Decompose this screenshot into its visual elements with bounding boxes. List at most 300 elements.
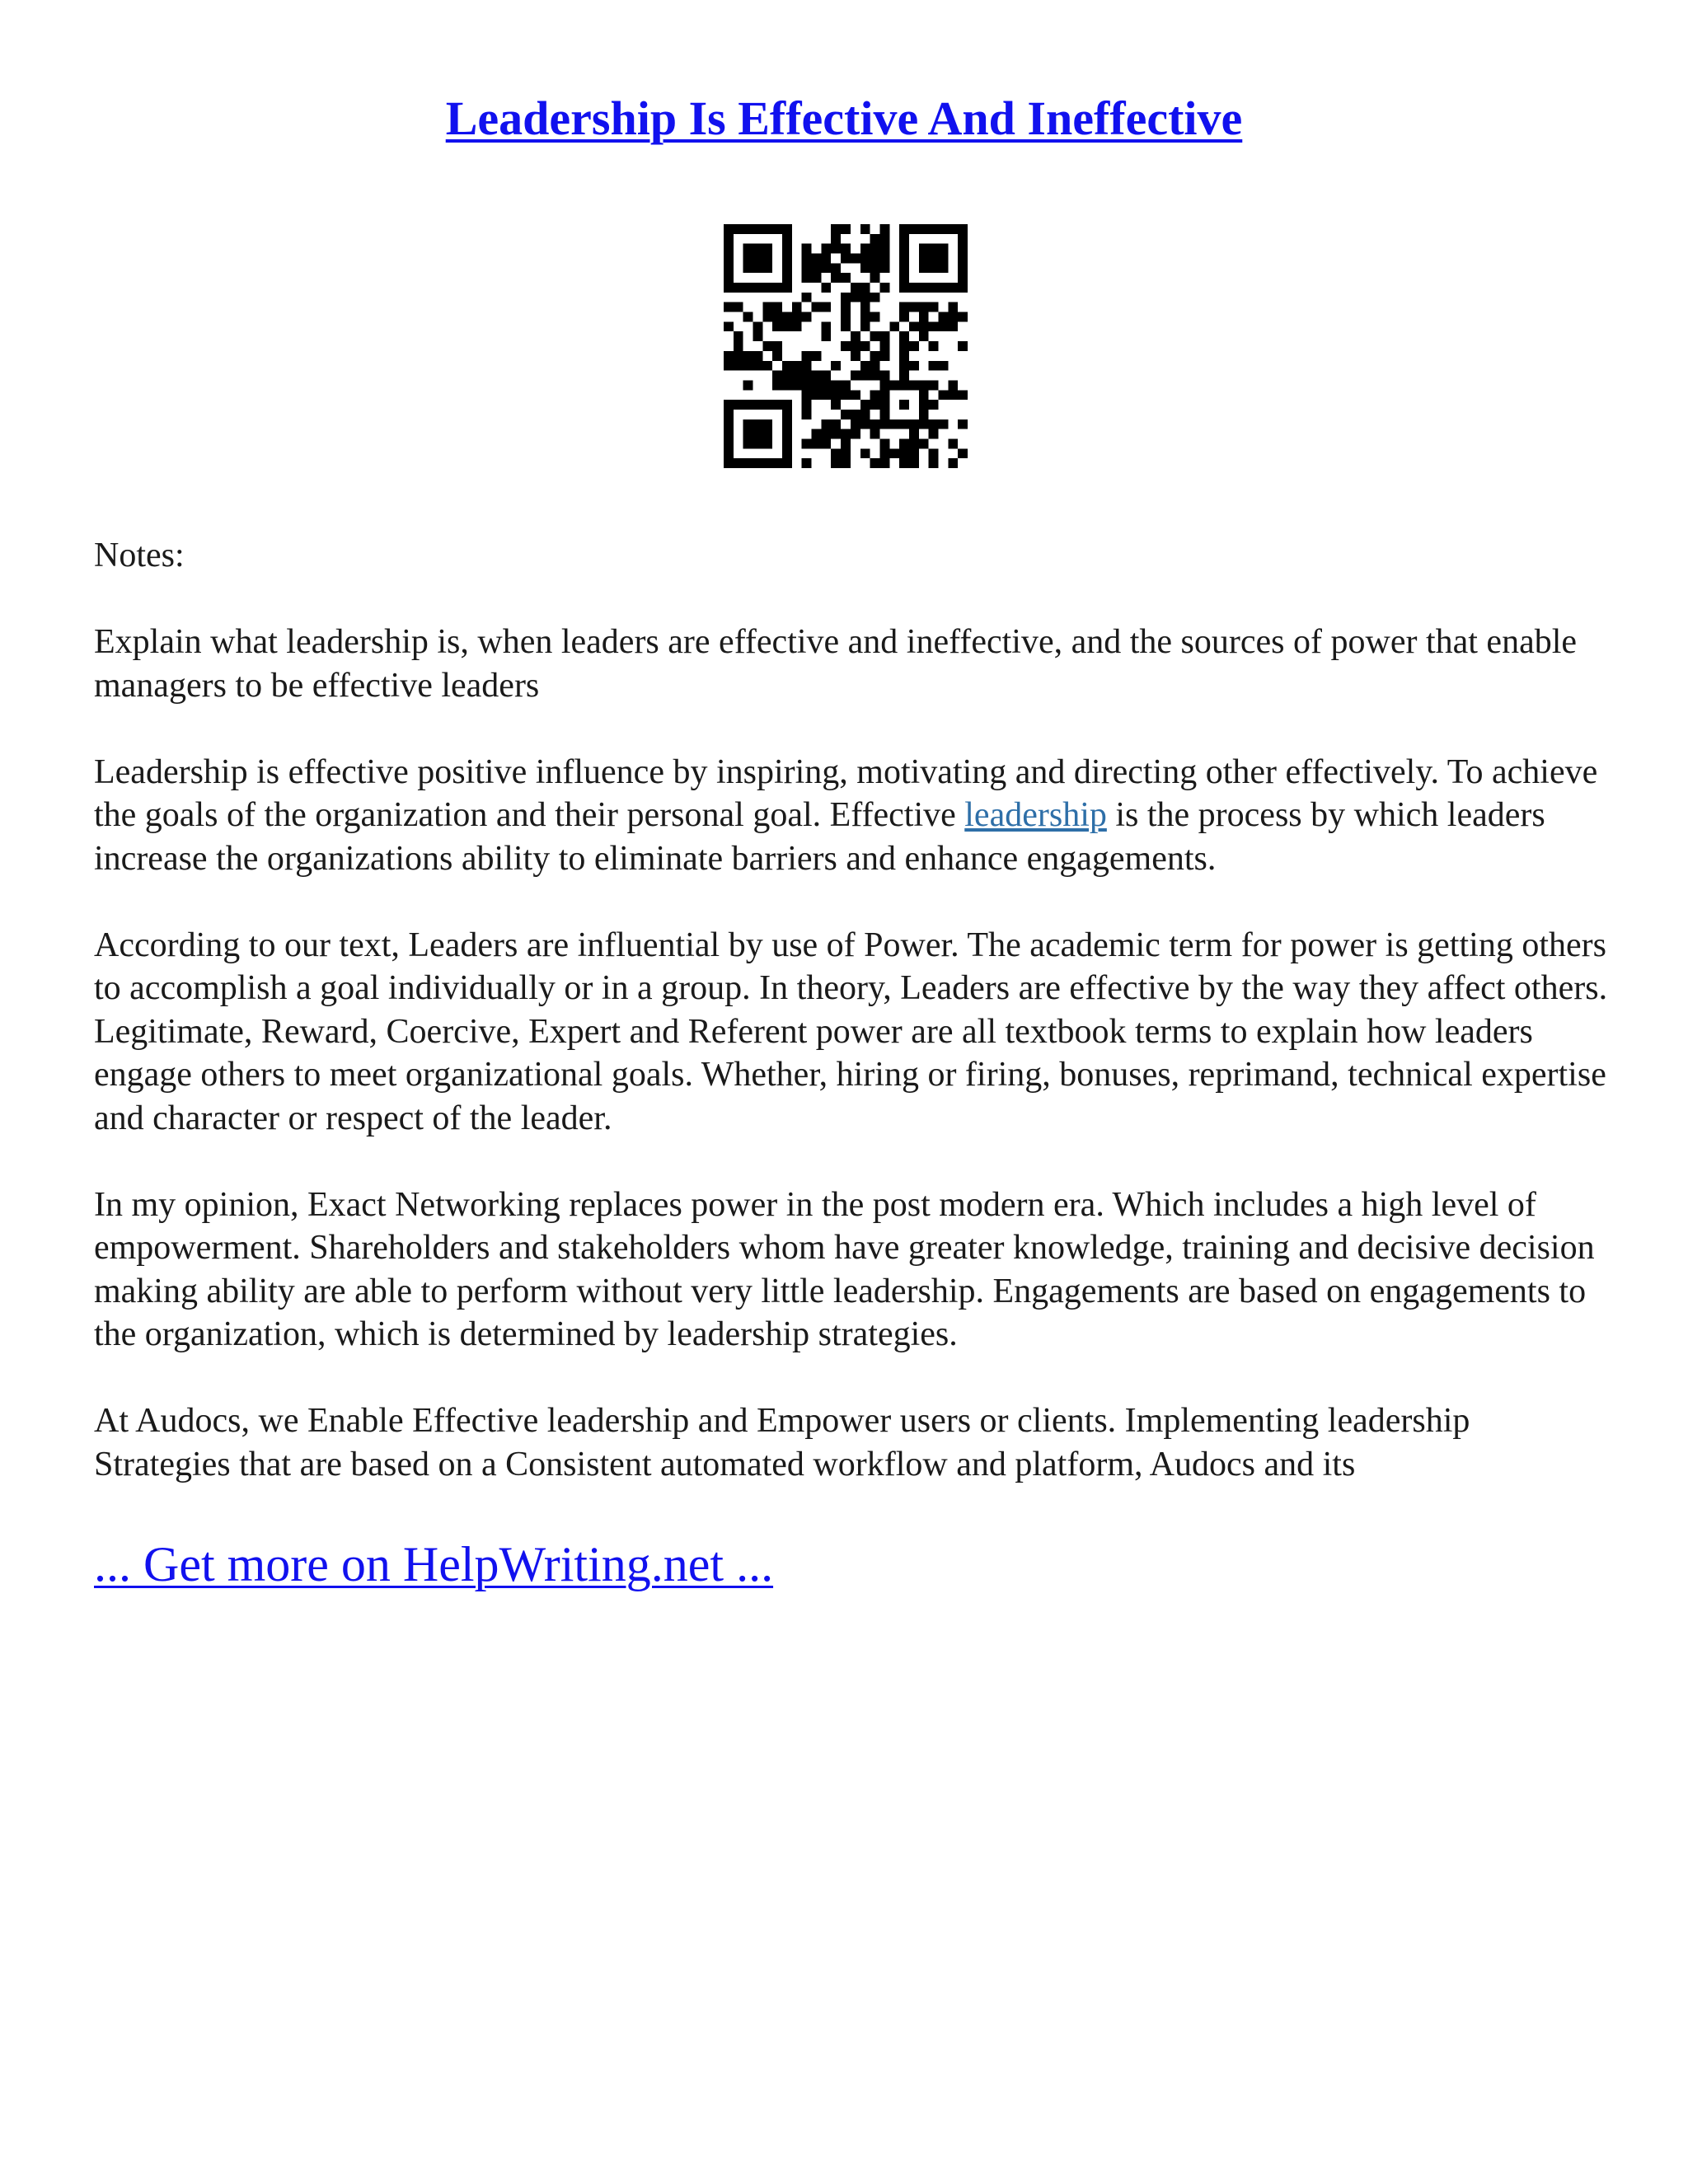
qr-module — [909, 341, 919, 351]
qr-module — [782, 254, 792, 264]
qr-module — [743, 263, 753, 273]
qr-module — [899, 438, 909, 448]
qr-module — [899, 244, 909, 254]
qr-module — [919, 400, 929, 410]
qr-module — [919, 302, 929, 312]
qr-module — [929, 321, 939, 331]
qr-module — [734, 458, 743, 468]
qr-module — [899, 331, 909, 341]
qr-module — [821, 302, 831, 312]
qr-module — [879, 448, 889, 458]
qr-module — [782, 458, 792, 468]
qr-module — [841, 390, 851, 400]
qr-module — [938, 361, 948, 371]
qr-module — [948, 438, 958, 448]
qr-module — [841, 380, 851, 390]
paragraph-2: According to our text, Leaders are influential by use of Power. The academic term for power is getting others to accomplish a goal individually or in a group. In theory, Leaders are effective by the way they affect others. Legitimate, Reward, Coercive, Expert and Referent power are all textbook terms to explain how leaders engage others to meet organizational goals. Whether, hiring or firing, bonuses, reprimand, technical expertise and character or respect of the leader. — [94, 926, 1608, 1137]
qr-module — [870, 371, 880, 381]
qr-module — [743, 400, 753, 410]
qr-module — [743, 224, 753, 234]
paragraph-1-text-b: is the process by which leaders increase the organizations ability to eliminate barriers and enhance engagements. — [94, 796, 1545, 878]
qr-module — [743, 438, 753, 448]
qr-module — [938, 283, 948, 293]
qr-module — [860, 371, 870, 381]
qr-module — [821, 380, 831, 390]
qr-module — [782, 244, 792, 254]
qr-module — [851, 254, 860, 264]
qr-module — [899, 312, 909, 322]
qr-module — [724, 458, 734, 468]
qr-module — [938, 312, 948, 322]
qr-module — [802, 244, 812, 254]
qr-module — [879, 244, 889, 254]
qr-module — [753, 283, 763, 293]
qr-module — [879, 263, 889, 273]
qr-module — [899, 224, 909, 234]
qr-module — [753, 419, 763, 429]
qr-module — [782, 429, 792, 439]
qr-module — [851, 283, 860, 293]
qr-module — [841, 244, 851, 254]
qr-module — [948, 380, 958, 390]
qr-module — [879, 351, 889, 361]
qr-module — [879, 234, 889, 244]
qr-module — [792, 361, 802, 371]
qr-module — [821, 429, 831, 439]
qr-module — [812, 273, 822, 283]
qr-module — [753, 244, 763, 254]
qr-module — [812, 351, 822, 361]
qr-module — [792, 302, 802, 312]
qr-module — [821, 331, 831, 341]
qr-module — [870, 254, 880, 264]
qr-module — [919, 321, 929, 331]
qr-module — [958, 244, 968, 254]
qr-module — [929, 341, 939, 351]
qr-module — [821, 263, 831, 273]
qr-module — [919, 254, 929, 264]
qr-module — [870, 312, 880, 322]
qr-module — [909, 458, 919, 468]
qr-module — [831, 273, 841, 283]
title-link[interactable]: Leadership Is Effective And Ineffective — [445, 91, 1243, 145]
qr-module — [870, 244, 880, 254]
qr-module — [762, 312, 772, 322]
qr-module — [821, 321, 831, 331]
qr-module — [831, 234, 841, 244]
qr-module — [782, 361, 792, 371]
qr-module — [929, 302, 939, 312]
qr-module — [929, 244, 939, 254]
qr-module — [909, 361, 919, 371]
qr-module — [958, 283, 968, 293]
qr-module — [724, 321, 734, 331]
qr-module — [958, 419, 968, 429]
qr-module — [841, 341, 851, 351]
qr-module — [743, 458, 753, 468]
qr-module — [724, 224, 734, 234]
qr-module — [724, 302, 734, 312]
qr-module — [802, 458, 812, 468]
qr-module — [909, 419, 919, 429]
qr-module — [879, 390, 889, 400]
qr-module — [841, 224, 851, 234]
qr-module — [772, 224, 782, 234]
qr-module — [802, 351, 812, 361]
qr-module — [870, 263, 880, 273]
qr-module — [879, 254, 889, 264]
qr-module — [938, 244, 948, 254]
qr-module — [899, 448, 909, 458]
qr-module — [879, 458, 889, 468]
qr-module — [860, 293, 870, 302]
qr-module — [899, 302, 909, 312]
qr-module — [958, 224, 968, 234]
qr-module — [899, 380, 909, 390]
paragraph-4: At Audocs, we Enable Effective leadership and Empower users or clients. Implementing leadership Strategies that are based on a Consistent automated workflow and platform, Audocs and its — [94, 1402, 1470, 1483]
qr-module — [870, 273, 880, 283]
qr-module — [772, 321, 782, 331]
qr-module — [938, 254, 948, 264]
qr-module — [909, 448, 919, 458]
qr-module — [831, 380, 841, 390]
qr-module — [734, 361, 743, 371]
get-more-container — [94, 1535, 773, 1594]
qr-module — [958, 263, 968, 273]
get-more-link[interactable]: ... Get more on HelpWriting.net ... — [94, 1537, 774, 1591]
qr-module — [782, 419, 792, 429]
qr-module — [841, 410, 851, 419]
qr-module — [792, 380, 802, 390]
qr-module — [929, 400, 939, 410]
qr-module — [860, 419, 870, 429]
qr-module — [929, 283, 939, 293]
qr-module — [743, 351, 753, 361]
qr-module — [919, 410, 929, 419]
qr-module — [948, 390, 958, 400]
qr-module — [753, 263, 763, 273]
qr-module — [802, 312, 812, 322]
qr-module — [841, 273, 851, 283]
qr-module — [821, 254, 831, 264]
qr-module — [919, 263, 929, 273]
qr-module — [831, 458, 841, 468]
qr-module — [772, 351, 782, 361]
leadership-link[interactable]: leadership — [964, 796, 1107, 834]
qr-module — [724, 254, 734, 264]
notes-label: Notes: — [94, 537, 185, 574]
qr-module — [753, 331, 763, 341]
qr-module — [919, 380, 929, 390]
qr-module — [909, 438, 919, 448]
qr-module — [958, 390, 968, 400]
qr-module — [724, 351, 734, 361]
qr-module — [919, 419, 929, 429]
qr-module — [938, 390, 948, 400]
qr-module — [772, 302, 782, 312]
qr-module — [879, 410, 889, 419]
qr-module — [919, 283, 929, 293]
qr-module — [851, 331, 860, 341]
qr-module — [899, 361, 909, 371]
qr-module — [929, 263, 939, 273]
qr-module — [734, 400, 743, 410]
qr-module — [929, 419, 939, 429]
qr-module — [879, 283, 889, 293]
qr-module — [762, 419, 772, 429]
qr-module — [724, 419, 734, 429]
prompt-paragraph: Explain what leadership is, when leaders are effective and ineffective, and the sources of power that enable managers to be effective leaders — [94, 623, 1578, 705]
qr-module — [782, 448, 792, 458]
qr-module — [753, 224, 763, 234]
qr-module — [899, 273, 909, 283]
qr-module — [851, 351, 860, 361]
qr-module — [929, 361, 939, 371]
qr-module — [812, 302, 822, 312]
qr-module — [870, 429, 880, 439]
qr-module — [762, 458, 772, 468]
qr-module — [792, 312, 802, 322]
qr-module — [724, 410, 734, 419]
qr-module — [812, 254, 822, 264]
qr-module — [919, 331, 929, 341]
qr-module — [958, 234, 968, 244]
qr-module — [792, 371, 802, 381]
qr-module — [841, 448, 851, 458]
qr-module — [831, 361, 841, 371]
qr-module — [724, 448, 734, 458]
qr-module — [909, 283, 919, 293]
qr-module — [860, 341, 870, 351]
qr-module — [753, 321, 763, 331]
qr-module — [879, 400, 889, 410]
qr-module — [948, 302, 958, 312]
qr-module — [879, 224, 889, 234]
qr-module — [899, 263, 909, 273]
qr-module — [938, 263, 948, 273]
qr-module — [851, 429, 860, 439]
qr-module — [802, 410, 812, 419]
qr-module — [772, 400, 782, 410]
qr-module — [782, 400, 792, 410]
qr-module — [821, 419, 831, 429]
qr-module — [841, 429, 851, 439]
qr-module — [899, 341, 909, 351]
qr-module — [889, 448, 899, 458]
qr-module — [870, 351, 880, 361]
qr-module — [821, 390, 831, 400]
qr-module — [782, 312, 792, 322]
qr-module — [860, 224, 870, 234]
qr-module — [841, 438, 851, 448]
qr-module — [929, 224, 939, 234]
qr-module — [802, 254, 812, 264]
qr-module — [929, 380, 939, 390]
qr-module — [929, 254, 939, 264]
qr-module — [802, 273, 812, 283]
qr-module — [782, 234, 792, 244]
qr-module — [762, 263, 772, 273]
qr-module — [743, 254, 753, 264]
qr-module — [772, 371, 782, 381]
qr-module — [841, 321, 851, 331]
qr-module — [821, 283, 831, 293]
qr-module — [958, 273, 968, 283]
qr-module — [948, 458, 958, 468]
qr-module — [948, 321, 958, 331]
qr-module — [899, 254, 909, 264]
qr-module — [762, 302, 772, 312]
qr-module — [762, 283, 772, 293]
qr-module — [948, 224, 958, 234]
qr-module — [879, 331, 889, 341]
qr-module — [870, 331, 880, 341]
qr-module — [919, 390, 929, 400]
qr-module — [851, 410, 860, 419]
qr-module — [812, 380, 822, 390]
qr-module — [802, 293, 812, 302]
qr-module — [870, 293, 880, 302]
qr-module — [870, 400, 880, 410]
qr-module — [860, 448, 870, 458]
qr-module — [802, 380, 812, 390]
document-body — [94, 534, 1611, 1530]
qr-module — [734, 331, 743, 341]
qr-module — [851, 419, 860, 429]
qr-module — [724, 283, 734, 293]
qr-module — [841, 458, 851, 468]
qr-module — [860, 312, 870, 322]
qr-module — [734, 341, 743, 351]
qr-module — [938, 419, 948, 429]
qr-module — [851, 371, 860, 381]
qr-module — [889, 321, 899, 331]
qr-module — [743, 312, 753, 322]
qr-module — [743, 361, 753, 371]
qr-module — [782, 283, 792, 293]
qr-module — [821, 244, 831, 254]
qr-code-icon — [724, 224, 968, 468]
qr-module — [909, 302, 919, 312]
paragraph-3: In my opinion, Exact Networking replaces power in the post modern era. Which includes a high level of empowerment. Shareholders and stakeholders whom have greater knowledge, training and decisive decision making ability are able to perform without very little leadership. Engagements are based on engagements to the organization, which is determined by leadership strategies. — [94, 1185, 1595, 1353]
qr-module — [909, 321, 919, 331]
qr-module — [929, 458, 939, 468]
qr-module — [860, 321, 870, 331]
qr-module — [860, 410, 870, 419]
qr-module — [948, 312, 958, 322]
qr-module — [782, 273, 792, 283]
qr-module — [899, 458, 909, 468]
qr-module — [724, 263, 734, 273]
qr-module — [860, 361, 870, 371]
qr-module — [762, 224, 772, 234]
qr-module — [802, 400, 812, 410]
qr-module — [860, 244, 870, 254]
qr-module — [772, 341, 782, 351]
qr-module — [734, 351, 743, 361]
qr-module — [919, 224, 929, 234]
qr-module — [782, 371, 792, 381]
qr-module — [743, 429, 753, 439]
qr-module — [870, 419, 880, 429]
qr-module — [958, 312, 968, 322]
qr-module — [860, 400, 870, 410]
qr-module — [724, 234, 734, 244]
qr-module — [734, 302, 743, 312]
qr-module — [831, 263, 841, 273]
qr-module — [753, 351, 763, 361]
qr-module — [909, 429, 919, 439]
qr-module — [948, 283, 958, 293]
qr-module — [782, 224, 792, 234]
qr-module — [831, 390, 841, 400]
qr-module — [821, 438, 831, 448]
qr-module — [762, 429, 772, 439]
qr-module — [724, 438, 734, 448]
qr-module — [772, 458, 782, 468]
qr-module — [851, 341, 860, 351]
paragraph-1-text-a: Leadership is effective positive influence by inspiring, motivating and directing other effectively. To achieve the goals of the organization and their personal goal. Effective — [94, 752, 1598, 834]
qr-module — [802, 438, 812, 448]
qr-module — [782, 321, 792, 331]
qr-module — [812, 263, 822, 273]
qr-module — [889, 419, 899, 429]
qr-module — [753, 361, 763, 371]
qr-module — [841, 302, 851, 312]
qr-module — [879, 438, 889, 448]
qr-module — [909, 380, 919, 390]
qr-module — [889, 380, 899, 390]
qr-module — [762, 361, 772, 371]
qr-module — [938, 224, 948, 234]
qr-module — [879, 419, 889, 429]
qr-module — [919, 312, 929, 322]
qr-module — [734, 224, 743, 234]
qr-module — [743, 244, 753, 254]
qr-module — [734, 283, 743, 293]
qr-module — [919, 244, 929, 254]
qr-module — [821, 371, 831, 381]
qr-module — [753, 254, 763, 264]
qr-module — [782, 380, 792, 390]
qr-module — [782, 410, 792, 419]
qr-module — [812, 390, 822, 400]
qr-module — [792, 321, 802, 331]
qr-module — [724, 400, 734, 410]
qr-module — [772, 312, 782, 322]
qr-module — [899, 351, 909, 361]
qr-module — [724, 429, 734, 439]
qr-module — [753, 458, 763, 468]
qr-module — [899, 400, 909, 410]
qr-module — [831, 448, 841, 458]
qr-module — [831, 429, 841, 439]
qr-module — [841, 254, 851, 264]
qr-module — [879, 371, 889, 381]
qr-module — [802, 263, 812, 273]
qr-module — [929, 429, 939, 439]
qr-module — [831, 244, 841, 254]
qr-module — [899, 419, 909, 429]
qr-module — [870, 361, 880, 371]
qr-module — [724, 361, 734, 371]
qr-module — [762, 254, 772, 264]
qr-module — [753, 400, 763, 410]
qr-module — [899, 234, 909, 244]
qr-module — [753, 438, 763, 448]
qr-module — [919, 438, 929, 448]
qr-module — [762, 341, 772, 351]
